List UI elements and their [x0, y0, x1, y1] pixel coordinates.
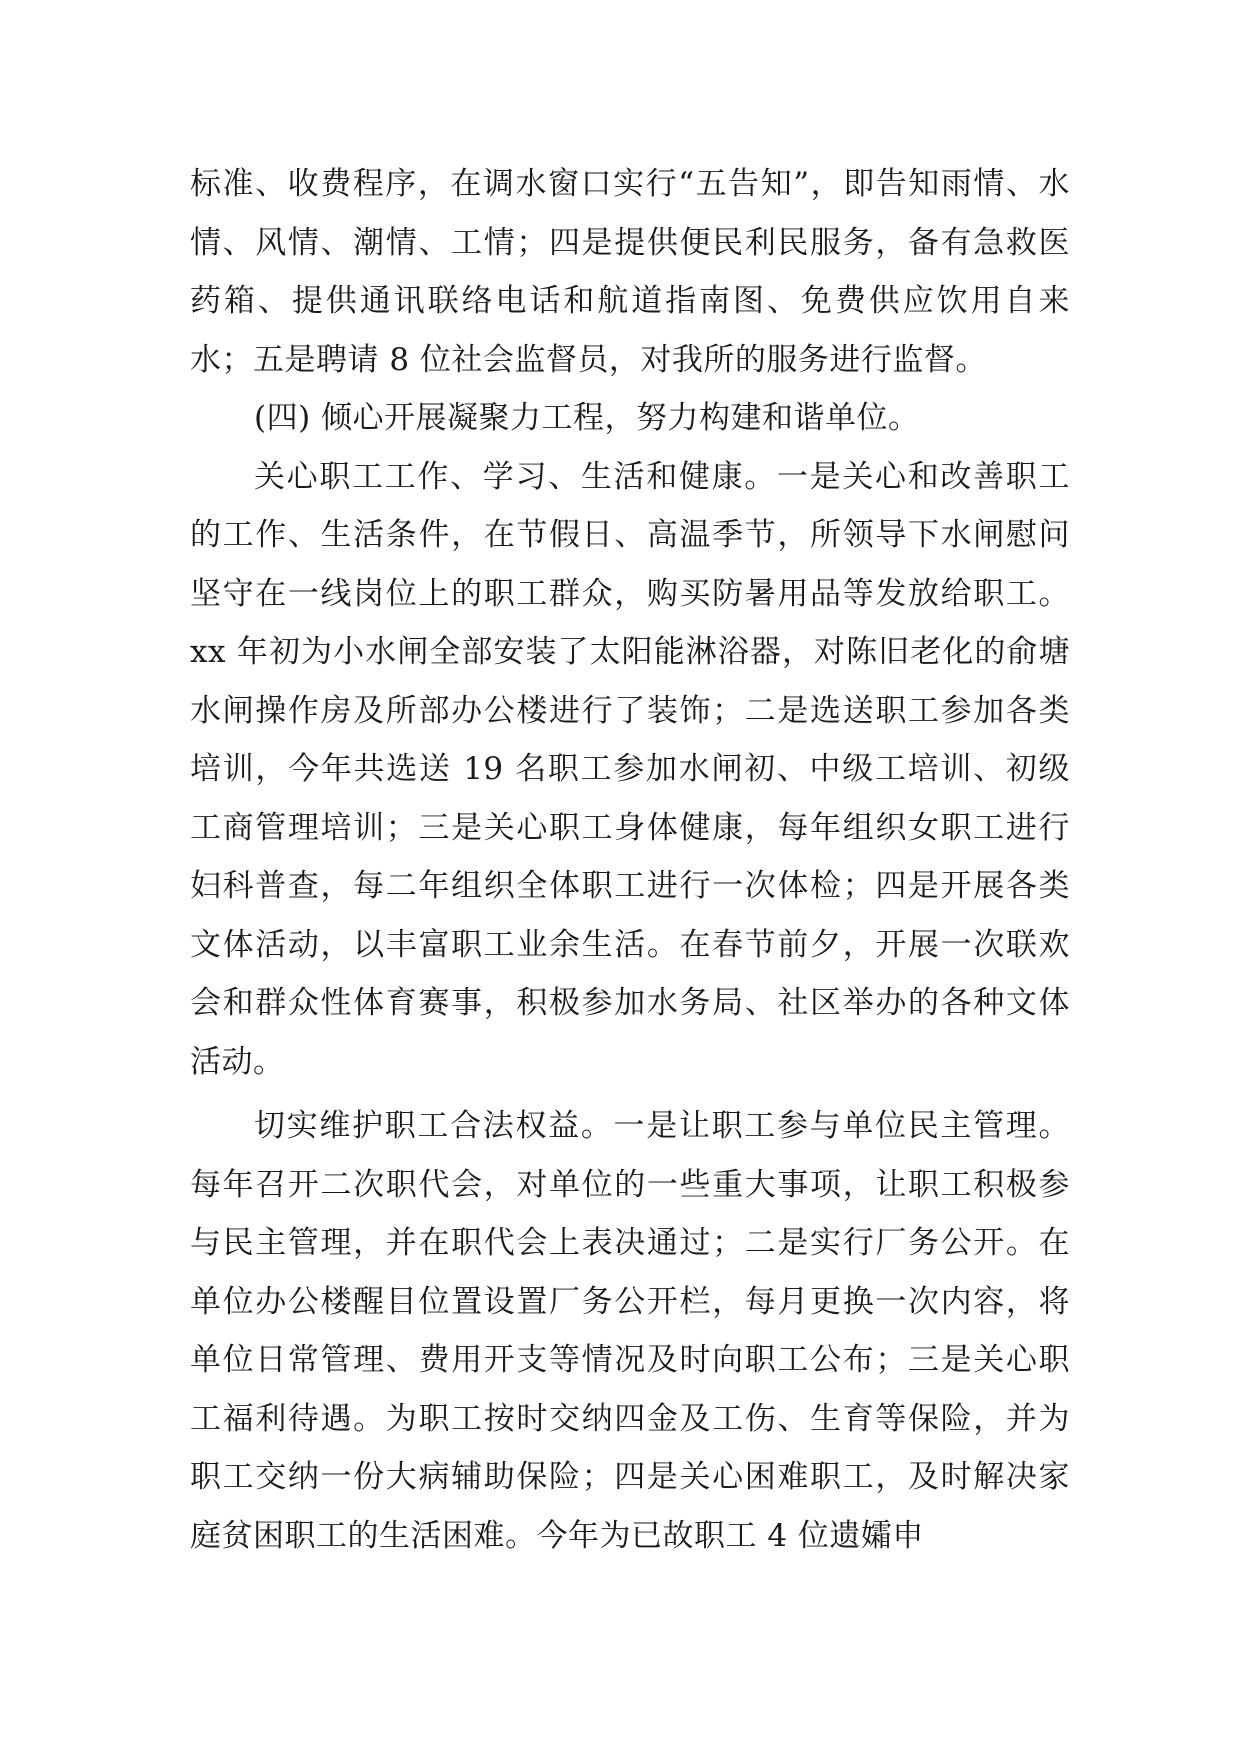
paragraph-staff-rights: 切实维护职工合法权益。一是让职工参与单位民主管理。每年召开二次职代会，对单位的一些重大事项，让职工积极参与民主管理，并在职代会上表决通过；二是实行厂务公开。在单位办公楼醒目位置设置厂务公开栏，每月更换一次内容，将单位日常管理、费用开支等情况及时向职工公布；三是关心职工福利待遇。为职工按时交纳四金及工伤、生育等保险，并为职工交纳一份大病辅助保险；四是关心困难职工，及时解决家庭贫困职工的生活困难。今年为已故职工 4 位遗孀申 [190, 1108, 1070, 1554]
paragraph-staff-care: 关心职工工作、学习、生活和健康。一是关心和改善职工的工作、生活条件，在节假日、高温季节，所领导下水闸慰问坚守在一线岗位上的职工群众，购买防暑用品等发放给职工。xx 年初为小水闸全部安装了太阳能淋浴器，对陈旧老化的俞塘水闸操作房及所部办公楼进行了装饰；二是选送职工参加各类培训，今年共选送 19 名职工参加水闸初、中级工培训、初级工商管理培训；三是关心职工身体健康，每年组织女职工进行妇科普查，每二年组织全体职工进行一次体检；四是开展各类文体活动，以丰富职工业余生活。在春节前夕，开展一次联欢会和群众性体育赛事，积极参加水务局、社区举办的各种文体活动。 [190, 458, 1070, 1080]
section-heading-cohesion-project: (四) 倾心开展凝聚力工程，努力构建和谐单位。 [254, 400, 920, 436]
paragraph-service-measures: 标准、收费程序，在调水窗口实行“五告知”，即告知雨情、水情、风情、潮情、工情；四是提供便民利民服务，备有急救医药箱、提供通讯联络电话和航道指南图、免费供应饮用自来水；五是聘请 8 位社会监督员，对我所的服务进行监督。 [190, 166, 1070, 378]
document-page [190, 155, 1070, 1565]
